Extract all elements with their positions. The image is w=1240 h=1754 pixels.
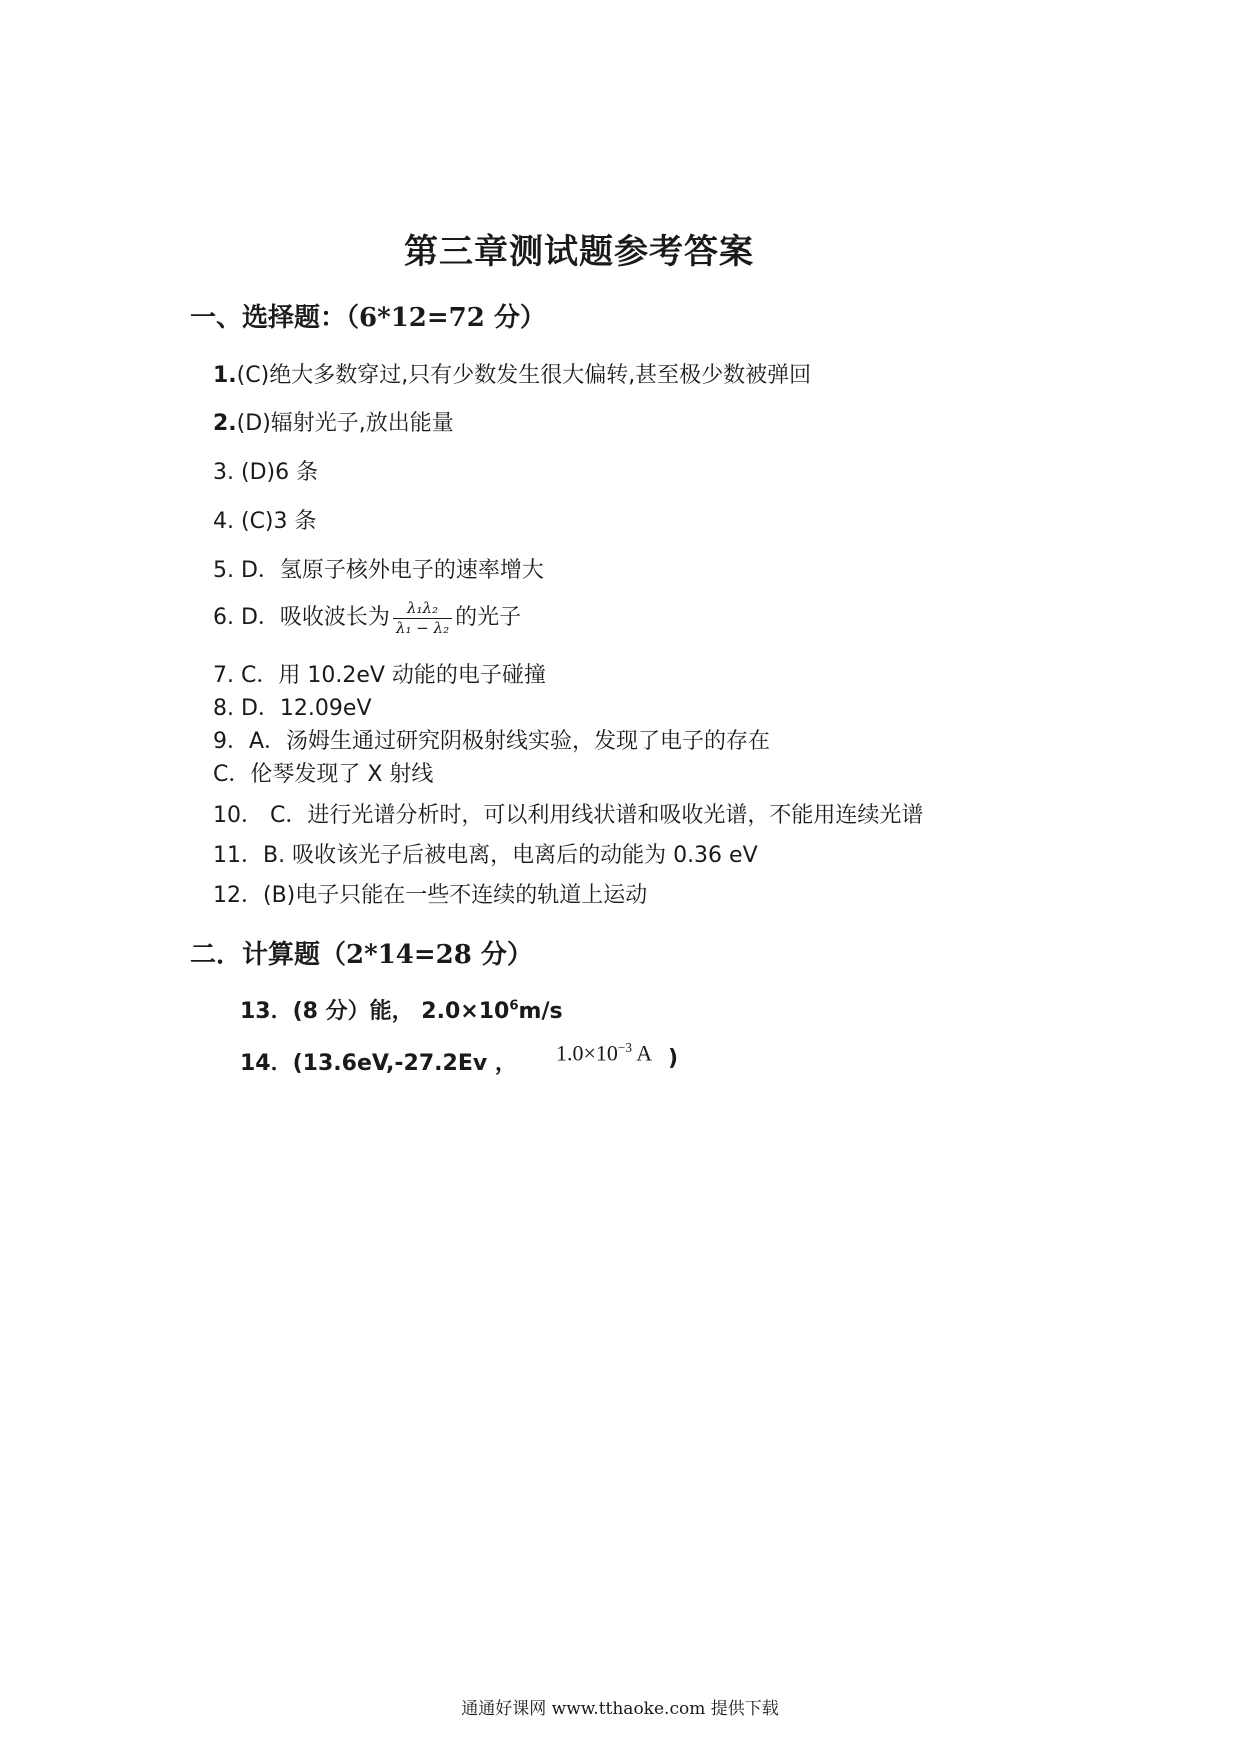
- answer-9: 9．A．汤姆生通过研究阴极射线实验，发现了电子的存在: [213, 729, 771, 754]
- answer-14-base: 1.0×10: [556, 1040, 618, 1066]
- answer-1-text: (C)绝大多数穿过,只有少数发生很大偏转,甚至极少数被弹回: [236, 363, 812, 388]
- answer-12: 12．(B)电子只能在一些不连续的轨道上运动: [213, 883, 648, 908]
- answer-6: [213, 600, 521, 636]
- answer-8: 8. D．12.09eV: [213, 696, 372, 721]
- fraction-numerator: λ₁λ₂: [393, 600, 452, 619]
- answer-2-number: 2.: [213, 411, 237, 436]
- answer-14-close: ): [668, 1046, 679, 1071]
- answer-3: 3. (D)6 条: [213, 460, 319, 485]
- answer-13: [240, 994, 563, 1025]
- answer-13-exponent: 6: [509, 998, 519, 1014]
- answer-4: 4. (C)3 条: [213, 509, 317, 534]
- answer-13-prefix: 13．(8 分）能， 2.0×10: [240, 999, 510, 1024]
- answer-14: 14．(13.6eV,-27.2Ev ，: [240, 1051, 517, 1076]
- answer-1: [213, 358, 811, 389]
- answer-7: 7. C．用 10.2eV 动能的电子碰撞: [213, 663, 546, 688]
- answer-9-continued: C．伦琴发现了 X 射线: [213, 762, 434, 787]
- answer-6-suffix: 的光子: [455, 605, 522, 630]
- section-heading-choice: 一、选择题：（6*12=72 分）: [190, 303, 546, 333]
- answer-11: 11．B. 吸收该光子后被电离，电离后的动能为 0.36 eV: [213, 843, 758, 868]
- answer-2-text: (D)辐射光子,放出能量: [236, 411, 454, 436]
- answer-2: [213, 406, 454, 437]
- page-title: 第三章测试题参考答案: [404, 232, 754, 272]
- answer-14-exponent: −3: [617, 1040, 632, 1055]
- answer-5: 5. D．氢原子核外电子的速率增大: [213, 558, 544, 583]
- fraction-denominator: λ₁ − λ₂: [395, 618, 450, 637]
- section-heading-calculation: 二．计算题（2*14=28 分）: [190, 940, 533, 970]
- answer-1-number: 1.: [213, 363, 237, 388]
- answer-14-current: [556, 1040, 652, 1066]
- footer-source: 通通好课网 www.tthaoke.com 提供下载: [461, 1699, 779, 1719]
- answer-10: 10． C．进行光谱分析时，可以利用线状谱和吸收光谱，不能用连续光谱: [213, 803, 924, 828]
- answer-13-unit: m/s: [518, 999, 563, 1024]
- answer-14-unit: A: [631, 1040, 653, 1066]
- answer-6-prefix: 6. D．吸收波长为: [213, 605, 390, 630]
- wavelength-fraction: [393, 600, 452, 636]
